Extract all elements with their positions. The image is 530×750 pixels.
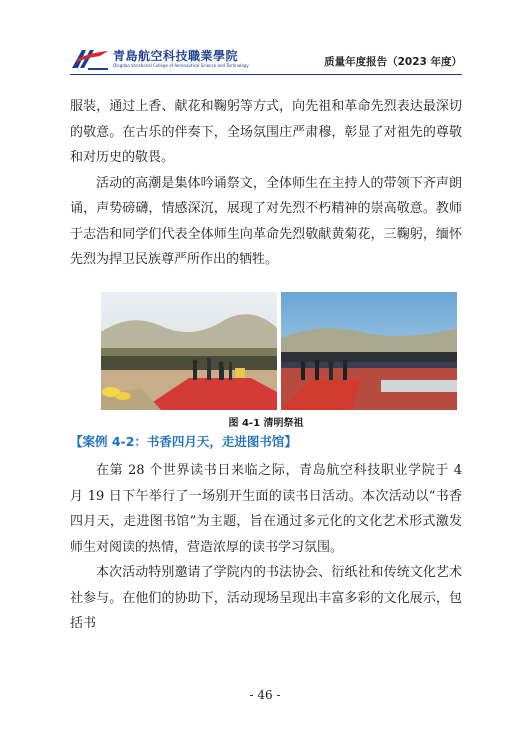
figure-caption: 图 4-1 清明祭祖 (228, 418, 304, 429)
body-text-bottom (70, 458, 462, 637)
header-divider (70, 74, 462, 75)
school-name-cn: 青島航空科技職業學院 (113, 49, 239, 63)
paragraph: 本次活动特别邀请了学院内的书法协会、衍纸社和传统文化艺术社参与。在他们的协助下，活动现场呈现出丰富多彩的文化展示，包括书 (70, 565, 462, 631)
ceremony-photo-left (101, 292, 277, 410)
paragraph: 活动的高潮是集体吟诵祭文，全体师生在主持人的带领下齐声朗诵，声势磅礴，情感深沉，展现了对先烈不朽精神的崇高敬意。教师于志浩和同学们代表全体师生向革命先烈敬献黄菊花，三鞠躬，缅怀先烈为捍卫民族尊严所作出的牺牲。 (70, 175, 462, 267)
page-number: - 46 - (249, 688, 281, 702)
paragraph: 在第 28 个世界读书日来临之际，青岛航空科技职业学院于 4 月 19 日下午举行了一场别开生面的读书日活动。本次活动以“书香四月天，走进图书馆”为主题，旨在通过多元化的文化艺术形式激发师生对阅读的热情，营造浓厚的读书学习氛围。 (70, 463, 462, 555)
ceremony-photo-right (281, 292, 457, 410)
college-logo-icon (70, 48, 110, 70)
report-title: 质量年度报告（2023 年度） (324, 56, 462, 68)
body-text-top (70, 94, 462, 273)
case-heading: 【案例 4-2：书香四月天，走进图书馆】 (70, 434, 297, 449)
paragraph: 服装，通过上香、献花和鞠躬等方式，向先祖和革命先烈表达最深切的敬意。在古乐的伴奏下，全场氛围庄严肃穆，彰显了对祖先的尊敬和对历史的敬畏。 (70, 99, 462, 165)
school-name-en: Qingdao Vocational College of Aeronautical Science and Technology (113, 63, 249, 68)
page-header (70, 44, 462, 74)
figure-photos (101, 292, 458, 410)
